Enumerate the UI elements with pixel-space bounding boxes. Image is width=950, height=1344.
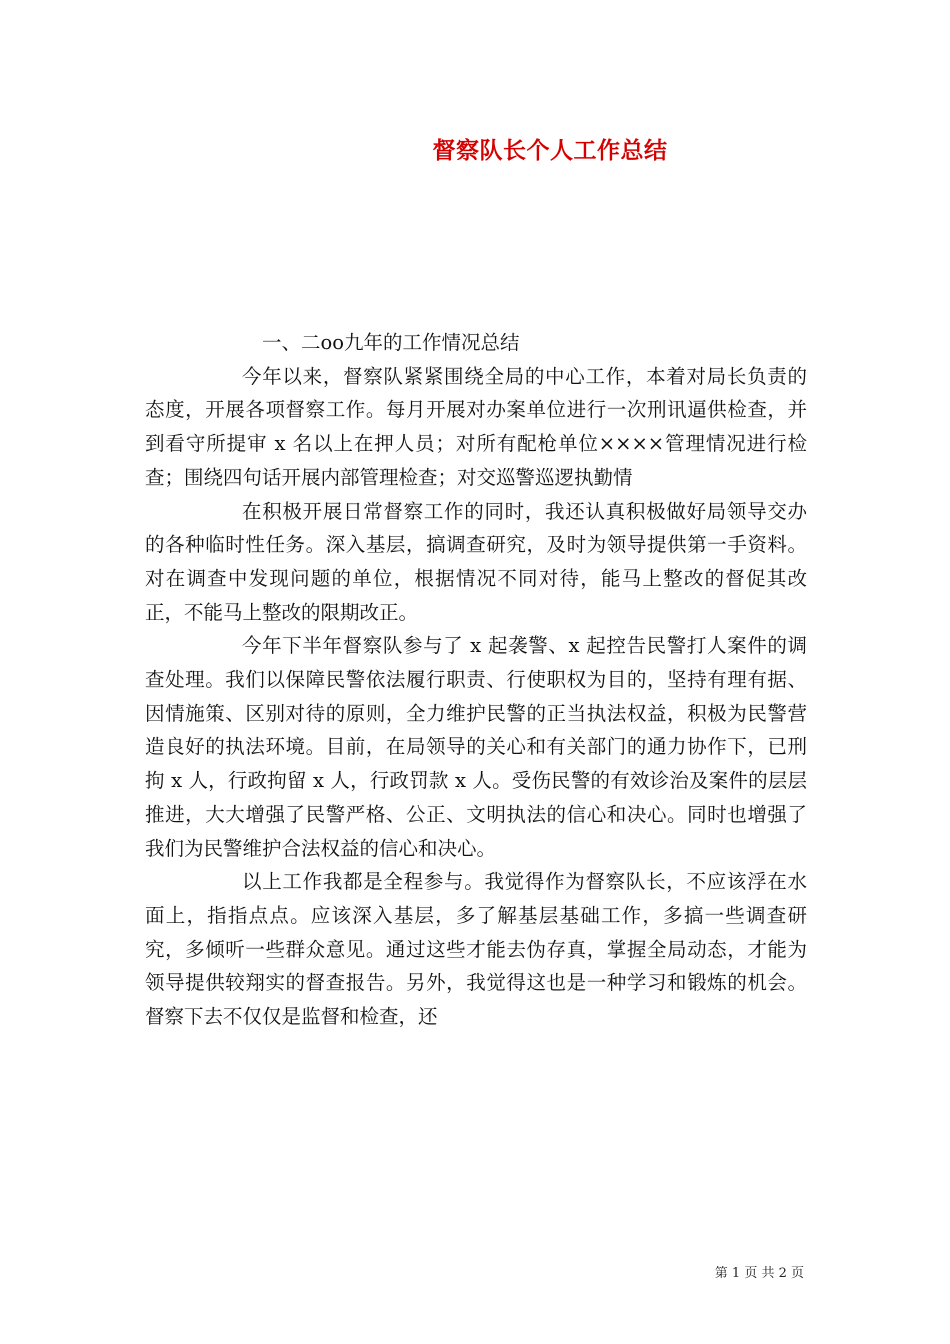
paragraph-3: 今年下半年督察队参与了 x 起袭警、x 起控告民警打人案件的调查处理。我们以保障民警依法履行职责、行使职权为目的，坚持有理有据、因情施策、区别对待的原则，全力维护民警的正当执法权益，积极为民警营造良好的执法环境。目前，在局领导的关心和有关部门的通力协作下，已刑拘 x 人，行政拘留 x 人，行政罚款 x 人。受伤民警的有效诊治及案件的层层推进，大大增强了民警严格、公正、文明执法的信心和决心。同时也增强了我们为民警维护合法权益的信心和决心。 <box>145 634 807 860</box>
paragraph-2: 在积极开展日常督察工作的同时，我还认真积极做好局领导交办的各种临时性任务。深入基层，搞调查研究，及时为领导提供第一手资料。对在调查中发现问题的单位，根据情况不同对待，能马上整改的督促其改正，不能马上整改的限期改正。 <box>145 499 807 624</box>
page-footer: 第 1 页 共 2 页 <box>714 1266 804 1281</box>
section-heading: 一、二oo九年的工作情况总结 <box>262 331 520 354</box>
document-title: 督察队长个人工作总结 <box>432 138 668 164</box>
document-body <box>145 326 807 1034</box>
paragraph-4: 以上工作我都是全程参与。我觉得作为督察队长，不应该浮在水面上，指指点点。应该深入基层，多了解基层基础工作，多搞一些调查研究，多倾听一些群众意见。通过这些才能去伪存真，掌握全局动态，才能为领导提供较翔实的督查报告。另外，我觉得这也是一种学习和锻炼的机会。督察下去不仅仅是监督和检查，还 <box>145 870 807 1029</box>
paragraph-1: 今年以来，督察队紧紧围绕全局的中心工作，本着对局长负责的态度，开展各项督察工作。每月开展对办案单位进行一次刑讯逼供检查，并到看守所提审 x 名以上在押人员；对所有配枪单位××××管理情况进行检查；围绕四句话开展内部管理检查；对交巡警巡逻执勤情 <box>145 364 807 489</box>
